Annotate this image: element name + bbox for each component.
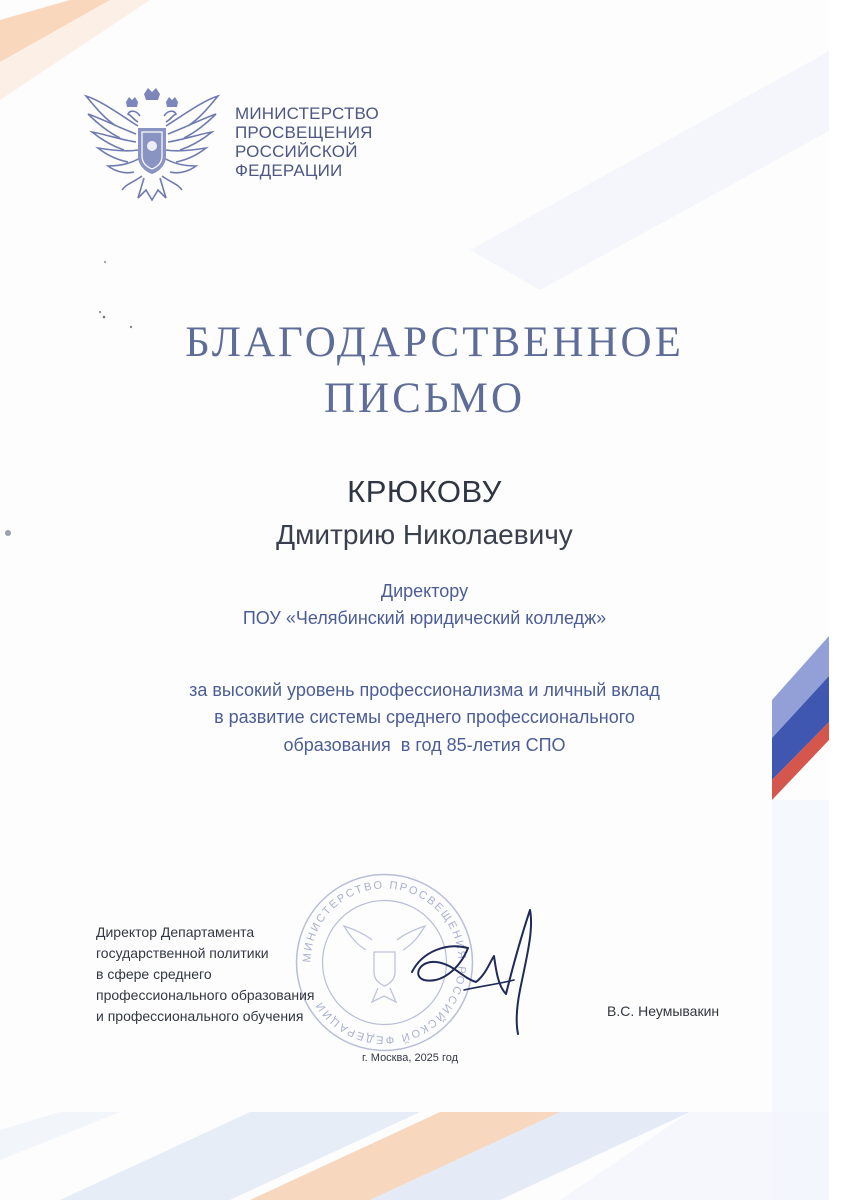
document-title-line2: ПИСЬМО xyxy=(323,375,526,422)
recipient-organization: ПОУ «Челябинский юридический колледж» xyxy=(242,608,607,628)
reason-line: за высокий уровень профессионализма и личный вклад xyxy=(189,680,660,700)
signer-title-line: Директор Департамента xyxy=(96,924,255,940)
ministry-name xyxy=(235,104,379,180)
ministry-name-line: ПРОСВЕЩЕНИЯ xyxy=(235,123,373,142)
recipient-given-names: Дмитрию Николаевичу xyxy=(276,519,573,550)
ministry-name-line: МИНИСТЕРСТВО xyxy=(235,104,379,123)
signer-title-line: и профессионального обучения xyxy=(96,1008,304,1024)
signer-title xyxy=(96,922,315,1027)
ministry-name-line: ФЕДЕРАЦИИ xyxy=(235,161,343,180)
recipient-position: Директору xyxy=(380,581,469,601)
double-headed-eagle-emblem-icon xyxy=(82,86,222,204)
place-and-date: г. Москва, 2025 год xyxy=(362,1052,459,1064)
handwritten-signature xyxy=(402,900,552,1040)
signer-title-line: государственной политики xyxy=(96,945,269,961)
signer-title-line: профессионального образования xyxy=(96,987,315,1003)
recipient-surname: КРЮКОВУ xyxy=(347,474,502,509)
ministry-name-line: РОССИЙСКОЙ xyxy=(235,142,358,161)
signer-title-line: в сфере среднего xyxy=(96,966,212,982)
reason-line: в развитие системы среднего профессионального xyxy=(214,707,635,727)
signer-name: В.С. Неумывакин xyxy=(607,1003,720,1019)
reason-line: образования в год 85-летия СПО xyxy=(283,735,566,755)
document-title-line1: БЛАГОДАРСТВЕННОЕ xyxy=(185,319,684,366)
stamp-text: МИНИСТЕРСТВО ПРОСВЕЩЕНИЯ РОССИЙСКОЙ ФЕДЕРАЦИИ xyxy=(301,879,468,1046)
